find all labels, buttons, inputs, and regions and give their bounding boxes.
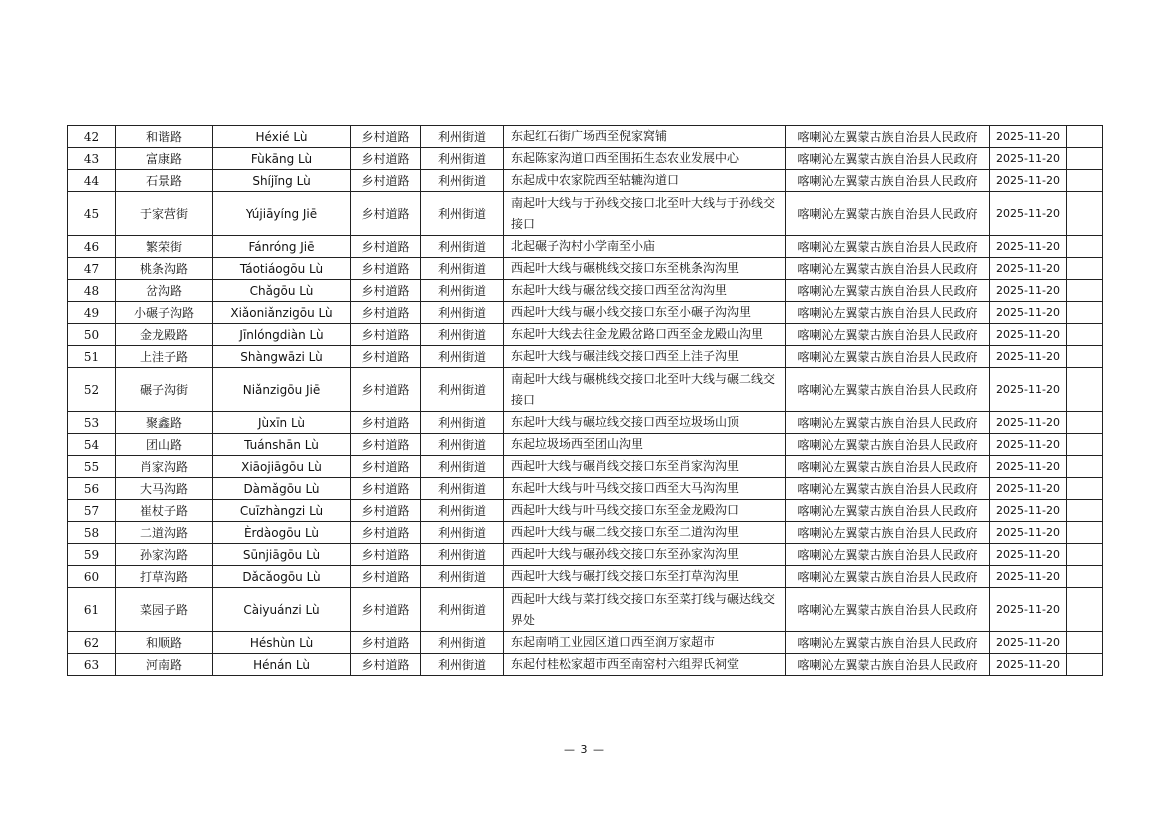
pinyin-cell: Tuánshān Lù [213, 434, 351, 456]
road-category-cell: 乡村道路 [351, 280, 421, 302]
location-description-cell: 东起叶大线与碾垃线交接口西至垃圾场山顶 [504, 412, 786, 434]
table-row [68, 192, 1103, 236]
approval-date-cell: 2025-11-20 [990, 280, 1067, 302]
table-row [68, 654, 1103, 676]
remarks-cell [1067, 126, 1103, 148]
remarks-cell [1067, 368, 1103, 412]
location-description-cell: 南起叶大线与于孙线交接口北至叶大线与于孙线交接口 [504, 192, 786, 236]
pinyin-cell: Sūnjiāgōu Lù [213, 544, 351, 566]
pinyin-cell: Yújiāyíng Jiē [213, 192, 351, 236]
approving-authority-cell: 喀喇沁左翼蒙古族自治县人民政府 [786, 170, 990, 192]
approving-authority-cell: 喀喇沁左翼蒙古族自治县人民政府 [786, 236, 990, 258]
location-description-cell: 西起叶大线与碾肖线交接口东至肖家沟沟里 [504, 456, 786, 478]
location-description-cell: 东起成中农家院西至轱辘沟道口 [504, 170, 786, 192]
street-cell: 利州街道 [421, 258, 504, 280]
road-name-cell: 于家营街 [116, 192, 213, 236]
road-name-cell: 和顺路 [116, 632, 213, 654]
table-row [68, 566, 1103, 588]
road-category-cell: 乡村道路 [351, 126, 421, 148]
road-name-cell: 富康路 [116, 148, 213, 170]
table-row [68, 522, 1103, 544]
table-row [68, 478, 1103, 500]
approving-authority-cell: 喀喇沁左翼蒙古族自治县人民政府 [786, 544, 990, 566]
road-name-cell: 金龙殿路 [116, 324, 213, 346]
street-cell: 利州街道 [421, 522, 504, 544]
table-row [68, 324, 1103, 346]
table-row [68, 170, 1103, 192]
pinyin-cell: Xiǎoniǎnzigōu Lù [213, 302, 351, 324]
street-cell: 利州街道 [421, 456, 504, 478]
road-category-cell: 乡村道路 [351, 654, 421, 676]
street-cell: 利州街道 [421, 346, 504, 368]
location-description-cell: 北起碾子沟村小学南至小庙 [504, 236, 786, 258]
location-description-cell: 东起南哨工业园区道口西至润万家超市 [504, 632, 786, 654]
approval-date-cell: 2025-11-20 [990, 192, 1067, 236]
approving-authority-cell: 喀喇沁左翼蒙古族自治县人民政府 [786, 346, 990, 368]
remarks-cell [1067, 500, 1103, 522]
street-cell: 利州街道 [421, 632, 504, 654]
location-description-cell: 西起叶大线与碾小线交接口东至小碾子沟沟里 [504, 302, 786, 324]
street-cell: 利州街道 [421, 324, 504, 346]
approving-authority-cell: 喀喇沁左翼蒙古族自治县人民政府 [786, 522, 990, 544]
remarks-cell [1067, 346, 1103, 368]
remarks-cell [1067, 302, 1103, 324]
approving-authority-cell: 喀喇沁左翼蒙古族自治县人民政府 [786, 632, 990, 654]
approval-date-cell: 2025-11-20 [990, 522, 1067, 544]
row-number-cell: 46 [68, 236, 116, 258]
table-row [68, 632, 1103, 654]
row-number-cell: 57 [68, 500, 116, 522]
location-description-cell: 东起垃圾场西至团山沟里 [504, 434, 786, 456]
pinyin-cell: Táotiáogōu Lù [213, 258, 351, 280]
street-cell: 利州街道 [421, 500, 504, 522]
table-row [68, 346, 1103, 368]
road-category-cell: 乡村道路 [351, 192, 421, 236]
pinyin-cell: Chǎgōu Lù [213, 280, 351, 302]
road-category-cell: 乡村道路 [351, 632, 421, 654]
approval-date-cell: 2025-11-20 [990, 368, 1067, 412]
approval-date-cell: 2025-11-20 [990, 302, 1067, 324]
row-number-cell: 50 [68, 324, 116, 346]
approval-date-cell: 2025-11-20 [990, 654, 1067, 676]
remarks-cell [1067, 324, 1103, 346]
road-category-cell: 乡村道路 [351, 258, 421, 280]
road-category-cell: 乡村道路 [351, 434, 421, 456]
street-cell: 利州街道 [421, 280, 504, 302]
pinyin-cell: Èrdàogōu Lù [213, 522, 351, 544]
approval-date-cell: 2025-11-20 [990, 170, 1067, 192]
pinyin-cell: Héshùn Lù [213, 632, 351, 654]
location-description-cell: 西起叶大线与碾二线交接口东至二道沟沟里 [504, 522, 786, 544]
location-description-cell: 东起叶大线去往金龙殿岔路口西至金龙殿山沟里 [504, 324, 786, 346]
street-cell: 利州街道 [421, 126, 504, 148]
road-category-cell: 乡村道路 [351, 412, 421, 434]
street-cell: 利州街道 [421, 654, 504, 676]
row-number-cell: 61 [68, 588, 116, 632]
remarks-cell [1067, 522, 1103, 544]
road-name-cell: 孙家沟路 [116, 544, 213, 566]
table-row [68, 148, 1103, 170]
remarks-cell [1067, 258, 1103, 280]
remarks-cell [1067, 148, 1103, 170]
road-name-cell: 石景路 [116, 170, 213, 192]
street-cell: 利州街道 [421, 544, 504, 566]
road-name-cell: 岔沟路 [116, 280, 213, 302]
pinyin-cell: Càiyuánzi Lù [213, 588, 351, 632]
location-description-cell: 东起付桂松家超市西至南窑村六组羿氏祠堂 [504, 654, 786, 676]
road-category-cell: 乡村道路 [351, 148, 421, 170]
approval-date-cell: 2025-11-20 [990, 434, 1067, 456]
approving-authority-cell: 喀喇沁左翼蒙古族自治县人民政府 [786, 258, 990, 280]
road-category-cell: 乡村道路 [351, 544, 421, 566]
road-category-cell: 乡村道路 [351, 236, 421, 258]
approval-date-cell: 2025-11-20 [990, 346, 1067, 368]
approving-authority-cell: 喀喇沁左翼蒙古族自治县人民政府 [786, 324, 990, 346]
table-row [68, 412, 1103, 434]
location-description-cell: 东起陈家沟道口西至围拓生态农业发展中心 [504, 148, 786, 170]
road-name-cell: 菜园子路 [116, 588, 213, 632]
road-name-cell: 繁荣街 [116, 236, 213, 258]
row-number-cell: 53 [68, 412, 116, 434]
remarks-cell [1067, 192, 1103, 236]
pinyin-cell: Fùkāng Lù [213, 148, 351, 170]
road-category-cell: 乡村道路 [351, 588, 421, 632]
location-description-cell: 南起叶大线与碾桃线交接口北至叶大线与碾二线交接口 [504, 368, 786, 412]
street-cell: 利州街道 [421, 478, 504, 500]
road-name-cell: 碾子沟街 [116, 368, 213, 412]
location-description-cell: 东起叶大线与叶马线交接口西至大马沟沟里 [504, 478, 786, 500]
row-number-cell: 52 [68, 368, 116, 412]
location-description-cell: 西起叶大线与碾孙线交接口东至孙家沟沟里 [504, 544, 786, 566]
location-description-cell: 东起叶大线与碾洼线交接口西至上洼子沟里 [504, 346, 786, 368]
table-body [68, 126, 1103, 676]
street-cell: 利州街道 [421, 236, 504, 258]
approving-authority-cell: 喀喇沁左翼蒙古族自治县人民政府 [786, 368, 990, 412]
location-description-cell: 西起叶大线与菜打线交接口东至菜打线与碾达线交界处 [504, 588, 786, 632]
table-row [68, 434, 1103, 456]
table-row [68, 588, 1103, 632]
remarks-cell [1067, 588, 1103, 632]
approval-date-cell: 2025-11-20 [990, 148, 1067, 170]
approval-date-cell: 2025-11-20 [990, 236, 1067, 258]
street-cell: 利州街道 [421, 434, 504, 456]
approval-date-cell: 2025-11-20 [990, 126, 1067, 148]
road-name-cell: 和谐路 [116, 126, 213, 148]
approving-authority-cell: 喀喇沁左翼蒙古族自治县人民政府 [786, 280, 990, 302]
road-name-cell: 桃条沟路 [116, 258, 213, 280]
road-category-cell: 乡村道路 [351, 566, 421, 588]
street-cell: 利州街道 [421, 148, 504, 170]
pinyin-cell: Cuīzhàngzi Lù [213, 500, 351, 522]
approving-authority-cell: 喀喇沁左翼蒙古族自治县人民政府 [786, 500, 990, 522]
approving-authority-cell: 喀喇沁左翼蒙古族自治县人民政府 [786, 412, 990, 434]
pinyin-cell: Jùxīn Lù [213, 412, 351, 434]
row-number-cell: 55 [68, 456, 116, 478]
pinyin-cell: Fánróng Jiē [213, 236, 351, 258]
road-category-cell: 乡村道路 [351, 368, 421, 412]
road-name-cell: 聚鑫路 [116, 412, 213, 434]
pinyin-cell: Dǎcǎogōu Lù [213, 566, 351, 588]
location-description-cell: 东起红石街广场西至倪家窝铺 [504, 126, 786, 148]
table-row [68, 544, 1103, 566]
street-cell: 利州街道 [421, 566, 504, 588]
location-description-cell: 东起叶大线与碾岔线交接口西至岔沟沟里 [504, 280, 786, 302]
road-category-cell: 乡村道路 [351, 456, 421, 478]
road-name-cell: 打草沟路 [116, 566, 213, 588]
row-number-cell: 51 [68, 346, 116, 368]
street-cell: 利州街道 [421, 588, 504, 632]
approving-authority-cell: 喀喇沁左翼蒙古族自治县人民政府 [786, 192, 990, 236]
row-number-cell: 45 [68, 192, 116, 236]
table-row [68, 500, 1103, 522]
table-row [68, 236, 1103, 258]
row-number-cell: 44 [68, 170, 116, 192]
street-cell: 利州街道 [421, 170, 504, 192]
approving-authority-cell: 喀喇沁左翼蒙古族自治县人民政府 [786, 456, 990, 478]
approval-date-cell: 2025-11-20 [990, 412, 1067, 434]
table-row [68, 302, 1103, 324]
table-row [68, 368, 1103, 412]
remarks-cell [1067, 478, 1103, 500]
remarks-cell [1067, 632, 1103, 654]
row-number-cell: 62 [68, 632, 116, 654]
road-name-cell: 上洼子路 [116, 346, 213, 368]
location-description-cell: 西起叶大线与碾打线交接口东至打草沟沟里 [504, 566, 786, 588]
pinyin-cell: Hénán Lù [213, 654, 351, 676]
approval-date-cell: 2025-11-20 [990, 324, 1067, 346]
row-number-cell: 42 [68, 126, 116, 148]
row-number-cell: 59 [68, 544, 116, 566]
pinyin-cell: Xiāojiāgōu Lù [213, 456, 351, 478]
pinyin-cell: Niǎnzigōu Jiē [213, 368, 351, 412]
row-number-cell: 49 [68, 302, 116, 324]
approval-date-cell: 2025-11-20 [990, 258, 1067, 280]
road-name-cell: 河南路 [116, 654, 213, 676]
remarks-cell [1067, 280, 1103, 302]
row-number-cell: 56 [68, 478, 116, 500]
approving-authority-cell: 喀喇沁左翼蒙古族自治县人民政府 [786, 478, 990, 500]
approving-authority-cell: 喀喇沁左翼蒙古族自治县人民政府 [786, 126, 990, 148]
pinyin-cell: Héxié Lù [213, 126, 351, 148]
page-number: — 3 — [564, 743, 605, 756]
row-number-cell: 58 [68, 522, 116, 544]
road-name-table [67, 125, 1103, 676]
remarks-cell [1067, 544, 1103, 566]
remarks-cell [1067, 566, 1103, 588]
table-row [68, 280, 1103, 302]
pinyin-cell: Shíjǐng Lù [213, 170, 351, 192]
approving-authority-cell: 喀喇沁左翼蒙古族自治县人民政府 [786, 148, 990, 170]
remarks-cell [1067, 434, 1103, 456]
road-category-cell: 乡村道路 [351, 302, 421, 324]
table-row [68, 456, 1103, 478]
road-name-cell: 团山路 [116, 434, 213, 456]
row-number-cell: 43 [68, 148, 116, 170]
remarks-cell [1067, 456, 1103, 478]
approval-date-cell: 2025-11-20 [990, 500, 1067, 522]
approving-authority-cell: 喀喇沁左翼蒙古族自治县人民政府 [786, 588, 990, 632]
approval-date-cell: 2025-11-20 [990, 632, 1067, 654]
row-number-cell: 60 [68, 566, 116, 588]
street-cell: 利州街道 [421, 368, 504, 412]
approval-date-cell: 2025-11-20 [990, 544, 1067, 566]
approving-authority-cell: 喀喇沁左翼蒙古族自治县人民政府 [786, 302, 990, 324]
road-name-cell: 大马沟路 [116, 478, 213, 500]
approval-date-cell: 2025-11-20 [990, 456, 1067, 478]
remarks-cell [1067, 170, 1103, 192]
approval-date-cell: 2025-11-20 [990, 588, 1067, 632]
remarks-cell [1067, 654, 1103, 676]
road-category-cell: 乡村道路 [351, 478, 421, 500]
location-description-cell: 西起叶大线与叶马线交接口东至金龙殿沟口 [504, 500, 786, 522]
road-name-cell: 肖家沟路 [116, 456, 213, 478]
table-row [68, 258, 1103, 280]
row-number-cell: 47 [68, 258, 116, 280]
approving-authority-cell: 喀喇沁左翼蒙古族自治县人民政府 [786, 654, 990, 676]
road-category-cell: 乡村道路 [351, 500, 421, 522]
location-description-cell: 西起叶大线与碾桃线交接口东至桃条沟沟里 [504, 258, 786, 280]
approval-date-cell: 2025-11-20 [990, 478, 1067, 500]
street-cell: 利州街道 [421, 192, 504, 236]
road-category-cell: 乡村道路 [351, 522, 421, 544]
pinyin-cell: Dàmǎgōu Lù [213, 478, 351, 500]
approving-authority-cell: 喀喇沁左翼蒙古族自治县人民政府 [786, 434, 990, 456]
pinyin-cell: Jīnlóngdiàn Lù [213, 324, 351, 346]
remarks-cell [1067, 412, 1103, 434]
road-category-cell: 乡村道路 [351, 346, 421, 368]
approval-date-cell: 2025-11-20 [990, 566, 1067, 588]
row-number-cell: 54 [68, 434, 116, 456]
road-category-cell: 乡村道路 [351, 170, 421, 192]
pinyin-cell: Shàngwāzi Lù [213, 346, 351, 368]
road-name-cell: 二道沟路 [116, 522, 213, 544]
row-number-cell: 48 [68, 280, 116, 302]
row-number-cell: 63 [68, 654, 116, 676]
road-name-cell: 崔杖子路 [116, 500, 213, 522]
road-category-cell: 乡村道路 [351, 324, 421, 346]
street-cell: 利州街道 [421, 412, 504, 434]
street-cell: 利州街道 [421, 302, 504, 324]
remarks-cell [1067, 236, 1103, 258]
road-name-cell: 小碾子沟路 [116, 302, 213, 324]
table-row [68, 126, 1103, 148]
approving-authority-cell: 喀喇沁左翼蒙古族自治县人民政府 [786, 566, 990, 588]
